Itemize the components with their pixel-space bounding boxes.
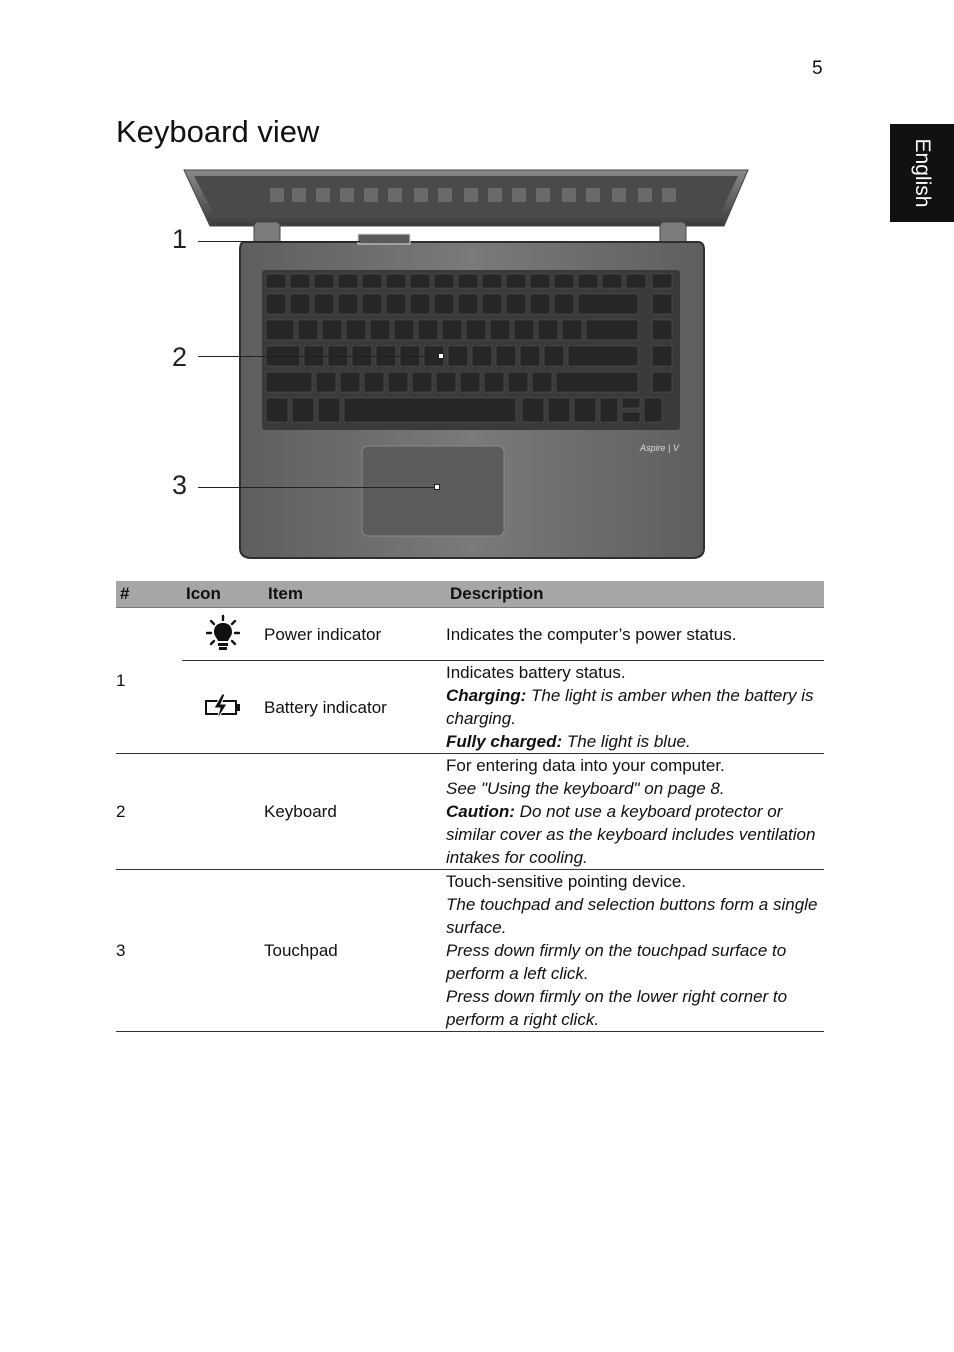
- brand-label: Aspire | V: [640, 443, 679, 453]
- language-tab: [890, 124, 954, 222]
- desc-fully-charged: [446, 730, 824, 753]
- callout-3-dot: [434, 484, 440, 490]
- desc-line: For entering data into your computer.: [446, 756, 725, 775]
- icon-cell: [182, 608, 264, 661]
- caution-label: Caution:: [446, 802, 515, 821]
- header-icon: Icon: [182, 581, 264, 608]
- charging-label: Charging:: [446, 686, 527, 705]
- desc-line: Press down firmly on the touchpad surface to perform a left click.: [446, 941, 787, 983]
- charged-label: Fully charged:: [446, 732, 563, 751]
- desc-line: Press down firmly on the lower right corner to perform a right click.: [446, 987, 788, 1029]
- charged-text: The light is blue.: [562, 732, 691, 751]
- desc-line: Touch-sensitive pointing device.: [446, 872, 687, 891]
- laptop-keyboard-illustration: [120, 160, 840, 570]
- table-row: [116, 608, 824, 661]
- table-header-row: [116, 581, 824, 608]
- item-battery-indicator: Battery indicator: [264, 661, 446, 754]
- desc-charging: [446, 684, 824, 730]
- desc-power-indicator: [446, 608, 824, 661]
- row-number: 2: [116, 754, 182, 870]
- header-description: Description: [446, 581, 824, 608]
- row-number: 1: [116, 608, 182, 754]
- laptop-image: [120, 160, 840, 570]
- table-row: [116, 754, 824, 870]
- header-number: #: [116, 581, 182, 608]
- keyboard-components-table: [116, 581, 824, 1032]
- row-number: 3: [116, 870, 182, 1032]
- charging-text: The light is amber when the battery is charging.: [446, 686, 814, 728]
- callout-3-line: [198, 487, 434, 488]
- desc-line: See "Using the keyboard" on page 8.: [446, 779, 725, 798]
- desc-caution: [446, 800, 824, 869]
- icon-cell: [182, 870, 264, 1032]
- desc-line: Indicates the computer’s power status.: [446, 624, 737, 644]
- page-title: Keyboard view: [116, 114, 320, 149]
- page-number: 5: [812, 58, 823, 79]
- callout-3: 3: [172, 470, 188, 500]
- callout-2: 2: [172, 342, 188, 372]
- desc-line: Indicates battery status.: [446, 663, 626, 682]
- item-power-indicator: Power indicator: [264, 608, 446, 661]
- item-keyboard: Keyboard: [264, 754, 446, 870]
- lightbulb-icon: [206, 614, 240, 654]
- table-row: [116, 870, 824, 1032]
- desc-line: The touchpad and selection buttons form a single surface.: [446, 895, 818, 937]
- desc-battery-indicator: [446, 661, 824, 754]
- callout-1: 1: [172, 224, 188, 254]
- desc-touchpad: [446, 870, 824, 1032]
- callout-2-line: [198, 356, 438, 357]
- caution-text: Do not use a keyboard protector or similar cover as the keyboard includes ventilation intakes for cooling.: [446, 802, 816, 867]
- item-touchpad: Touchpad: [264, 870, 446, 1032]
- table-row: [116, 661, 824, 754]
- callout-2-dot: [438, 353, 444, 359]
- desc-keyboard: [446, 754, 824, 870]
- callout-1-line: [198, 241, 360, 242]
- header-item: Item: [264, 581, 446, 608]
- icon-cell: [182, 754, 264, 870]
- language-tab-label: English: [911, 138, 934, 208]
- battery-charging-icon: [204, 693, 242, 721]
- icon-cell: [182, 661, 264, 754]
